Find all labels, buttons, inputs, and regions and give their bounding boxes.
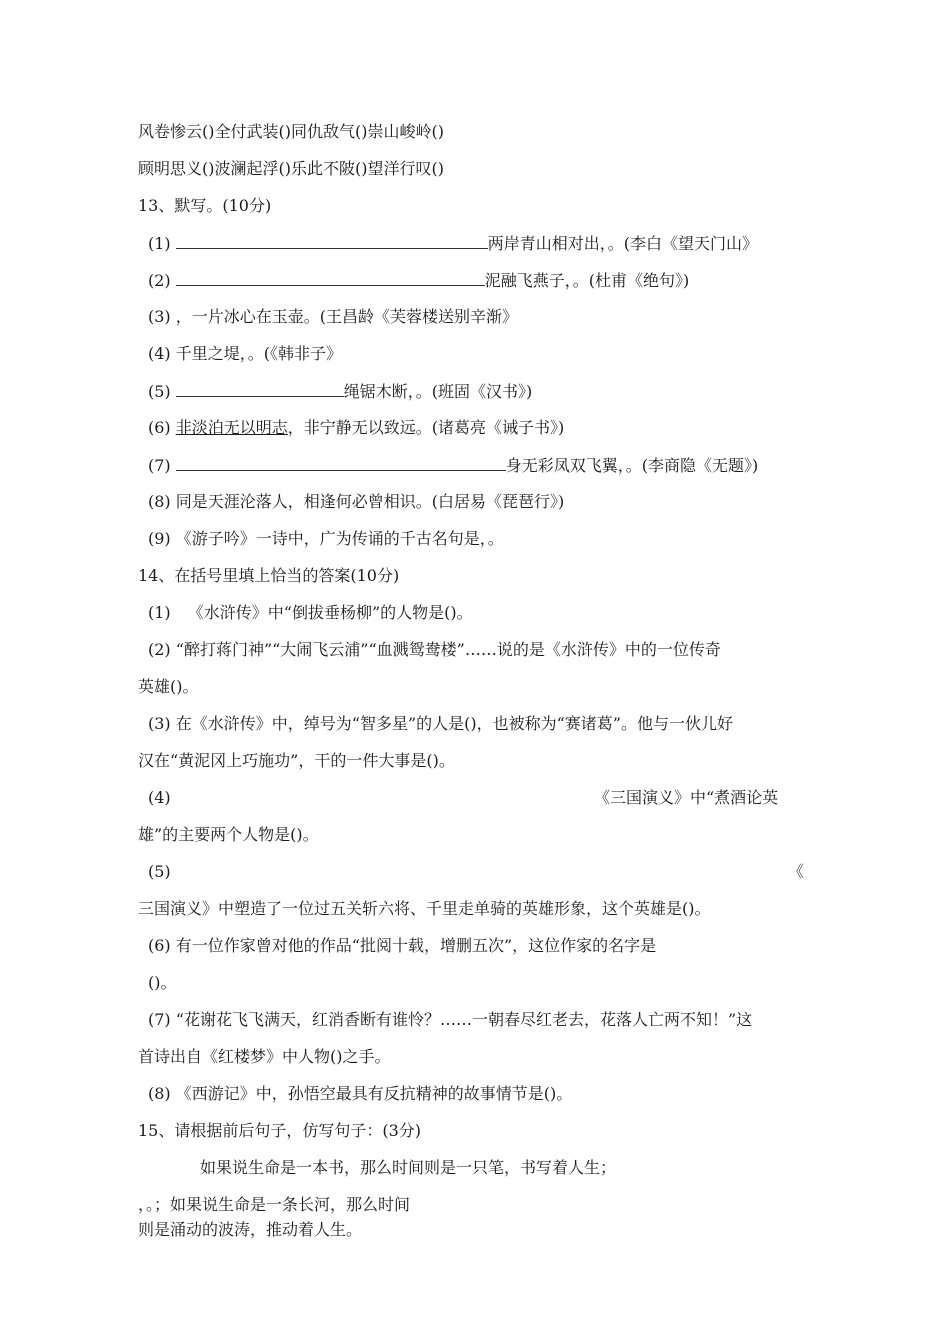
item-number: (1) xyxy=(148,603,171,622)
item-text: 有一位作家曾对他的作品“批阅十载，增删五次”，这位作家的名字是 xyxy=(175,936,657,955)
answer-blank[interactable] xyxy=(176,269,485,286)
item-text: 泥融飞燕子，。(杜甫《绝句》) xyxy=(484,271,690,290)
item-text: 千里之堤，。(《韩非子》 xyxy=(175,344,343,363)
q14-item-7 xyxy=(148,1009,752,1031)
q13-item-1 xyxy=(148,232,758,255)
item-text: 在《水浒传》中，绰号为“智多星”的人是()，也被称为“赛诸葛”。他与一伙儿好 xyxy=(175,714,733,733)
item-text: “花谢花飞飞满天，红消香断有谁怜？……一朝春尽红老去，花落人亡两不知！”这 xyxy=(175,1010,753,1029)
q13-item-5 xyxy=(148,380,532,403)
item-number: (4) xyxy=(148,344,171,363)
answer-blank[interactable] xyxy=(176,380,344,397)
q14-item-5-text: 《 xyxy=(788,862,805,881)
underlined-answer: 非淡泊无以明志 xyxy=(175,418,288,437)
q13-item-4 xyxy=(148,343,342,365)
q14-item-3 xyxy=(148,713,733,735)
q14-item-8 xyxy=(148,1083,572,1105)
q13-title: 13、默写。(10分) xyxy=(138,196,272,215)
q14-item-5-cont: 三国演义》中塑造了一位过五关斩六将、千里走单骑的英雄形象，这个英雄是()。 xyxy=(138,899,711,918)
q14-item-7-cont: 首诗出自《红楼梦》中人物()之手。 xyxy=(138,1047,391,1066)
item-number: (8) xyxy=(148,492,171,511)
item-text: 两岸青山相对出，。(李白《望天门山》 xyxy=(487,234,759,253)
q14-item-4-num: (4) xyxy=(148,788,171,807)
item-number: (3) xyxy=(148,307,171,326)
item-text: “醉打蒋门神”“大闹飞云浦”“血溅鸳鸯楼”……说的是《水浒传》中的一位传奇 xyxy=(175,640,721,659)
q13-item-6 xyxy=(148,417,564,439)
item-text: 《游子吟》一诗中，广为传诵的千古名句是，。 xyxy=(175,529,504,548)
idiom-line-2: 顾明思义()波澜起浮()乐此不陂()望洋行叹() xyxy=(138,159,444,178)
item-text: 绳锯木断，。(班固《汉书》) xyxy=(343,382,533,401)
q15-example-line-1: 如果说生命是一本书，那么时间则是一只笔，书写着人生； xyxy=(200,1158,617,1177)
q14-item-4-cont: 雄”的主要两个人物是()。 xyxy=(138,825,319,844)
item-text: 《水浒传》中“倒拔垂杨柳”的人物是()。 xyxy=(187,603,473,622)
item-number: (7) xyxy=(148,456,171,475)
answer-blank[interactable] xyxy=(176,454,506,471)
q14-title: 14、在括号里填上恰当的答案(10分) xyxy=(138,566,400,585)
item-number: (3) xyxy=(148,714,171,733)
item-number: (1) xyxy=(148,234,171,253)
q13-item-8 xyxy=(148,491,564,513)
item-text: 身无彩凤双飞翼，。(李商隐《无题》) xyxy=(505,456,759,475)
q15-example-line-2: ，。；如果说生命是一条长河，那么时间 xyxy=(138,1195,411,1214)
idiom-line-1: 风卷惨云()全付武装()同仇敌气()崇山峻岭() xyxy=(138,122,444,141)
item-number: (8) xyxy=(148,1084,171,1103)
q14-item-2-cont: 英雄()。 xyxy=(138,677,199,696)
q14-item-6 xyxy=(148,935,656,957)
item-number: (7) xyxy=(148,1010,171,1029)
q14-item-3-cont: 汉在“黄泥冈上巧施功”，干的一件大事是()。 xyxy=(138,751,455,770)
item-number: (6) xyxy=(148,418,171,437)
q13-item-7 xyxy=(148,454,758,477)
item-number: (6) xyxy=(148,936,171,955)
q14-item-1 xyxy=(148,602,473,624)
answer-blank[interactable] xyxy=(176,232,488,249)
q15-title: 15、请根据前后句子，仿写句子：(3分) xyxy=(138,1121,422,1140)
q14-item-5-num: (5) xyxy=(148,862,171,881)
q15-example-line-3: 则是涌动的波涛，推动着人生。 xyxy=(138,1220,363,1239)
q13-item-2 xyxy=(148,269,689,292)
item-text: ，非宁静无以致远。(诸葛亮《诫子书》) xyxy=(287,418,565,437)
q13-item-3 xyxy=(148,306,518,328)
item-number: (2) xyxy=(148,640,171,659)
item-number: (5) xyxy=(148,382,171,401)
item-text: 同是天涯沦落人，相逢何必曾相识。(白居易《琵琶行》) xyxy=(175,492,565,511)
item-number: (9) xyxy=(148,529,171,548)
q13-item-9 xyxy=(148,528,504,550)
q14-item-2 xyxy=(148,639,721,661)
item-text: ，一片冰心在玉壶。(王昌龄《芙蓉楼送别辛渐》 xyxy=(175,307,519,326)
item-number: (2) xyxy=(148,271,171,290)
q14-item-6-cont: ()。 xyxy=(148,973,177,992)
q14-item-4-text: 《三国演义》中“煮酒论英 xyxy=(594,788,779,807)
item-text: 《西游记》中，孙悟空最具有反抗精神的故事情节是()。 xyxy=(175,1084,573,1103)
